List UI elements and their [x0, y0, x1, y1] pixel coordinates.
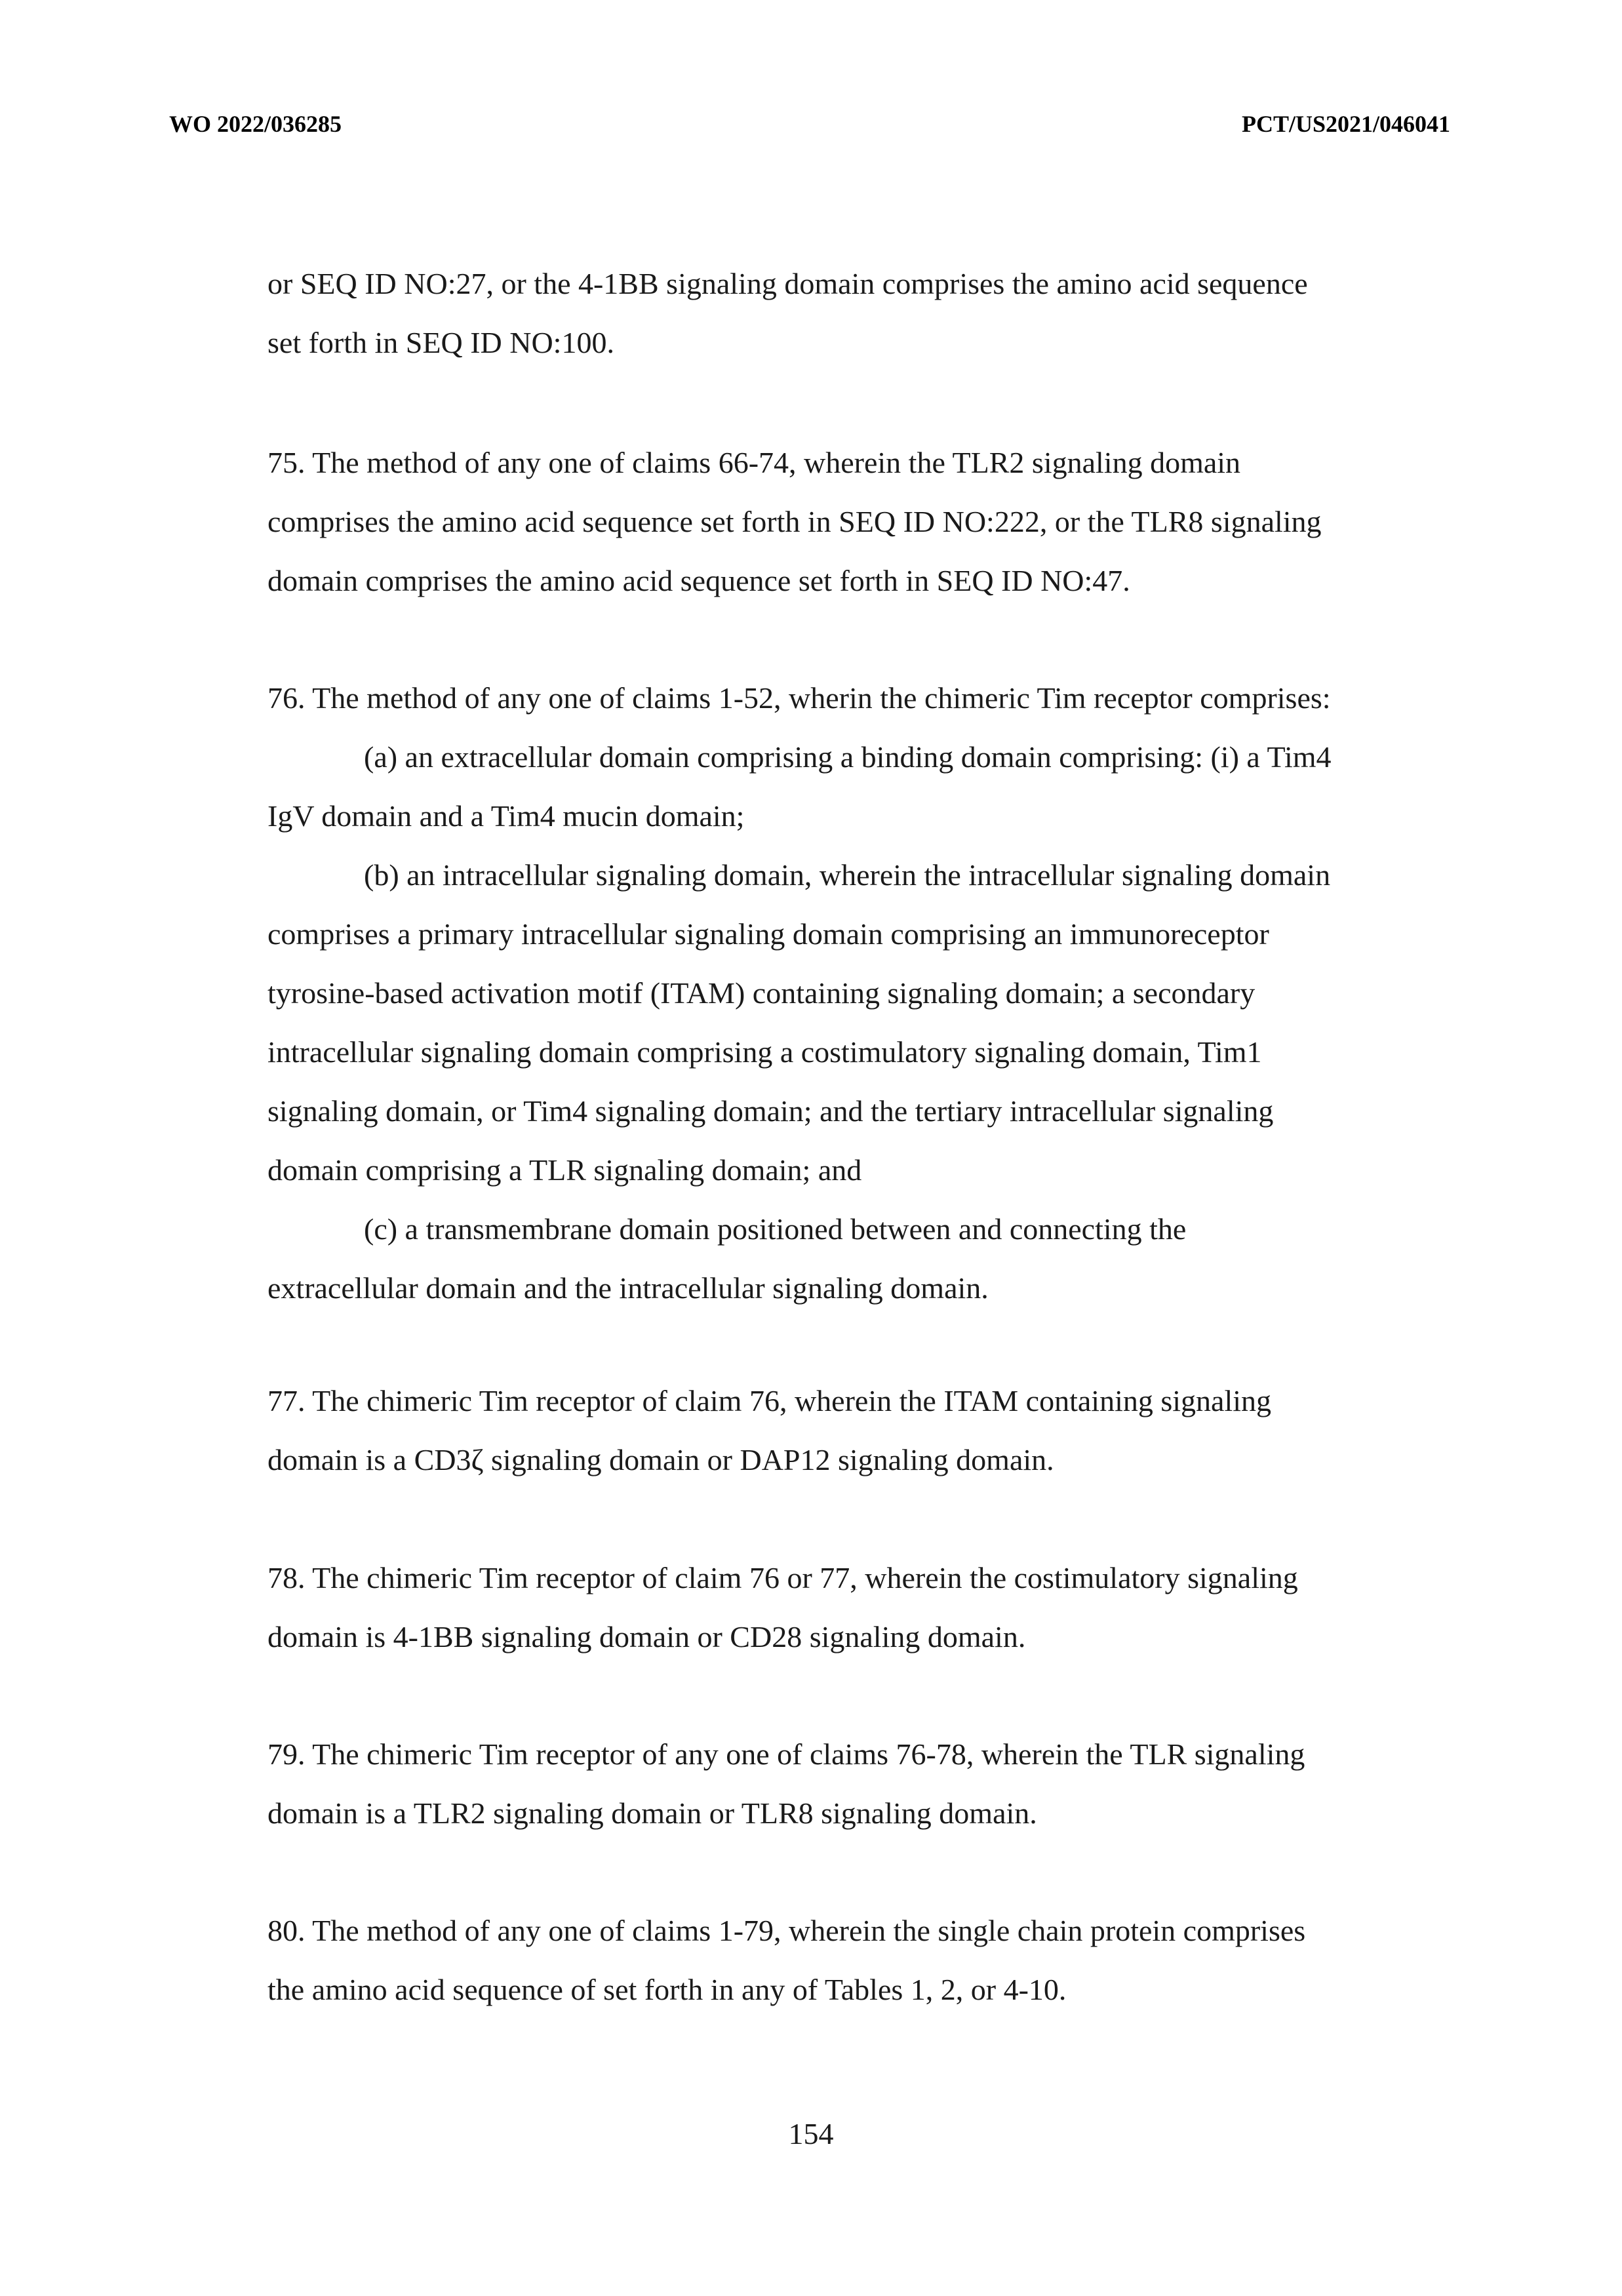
- claim-line: comprises a primary intracellular signaling domain comprising an immunoreceptor: [267, 919, 1269, 949]
- page-number: 154: [0, 2116, 1622, 2151]
- claim-subitem-b: (b) an intracellular signaling domain, wherein the intracellular signaling domain: [364, 860, 1330, 890]
- claim-subitem-c: (c) a transmembrane domain positioned between and connecting the: [364, 1214, 1186, 1244]
- claim-line: 75. The method of any one of claims 66-74, wherein the TLR2 signaling domain: [267, 448, 1240, 478]
- claim-line: extracellular domain and the intracellular signaling domain.: [267, 1273, 989, 1303]
- claim-line: domain comprises the amino acid sequence set forth in SEQ ID NO:47.: [267, 566, 1130, 596]
- claim-line: domain is a TLR2 signaling domain or TLR8 signaling domain.: [267, 1798, 1037, 1829]
- claim-line: comprises the amino acid sequence set forth in SEQ ID NO:222, or the TLR8 signaling: [267, 507, 1322, 537]
- claim-line: domain comprising a TLR signaling domain; and: [267, 1155, 861, 1185]
- patent-page: [0, 0, 1622, 2296]
- claim-line: 78. The chimeric Tim receptor of claim 76 or 77, wherein the costimulatory signaling: [267, 1563, 1298, 1593]
- claim-line: signaling domain, or Tim4 signaling domain; and the tertiary intracellular signaling: [267, 1096, 1273, 1126]
- claim-line: the amino acid sequence of set forth in any of Tables 1, 2, or 4-10.: [267, 1975, 1066, 2005]
- claim-line: 80. The method of any one of claims 1-79, wherein the single chain protein comprises: [267, 1916, 1305, 1946]
- claim-line: 79. The chimeric Tim receptor of any one of claims 76-78, wherein the TLR signaling: [267, 1739, 1305, 1770]
- claim-line: domain is a CD3ζ signaling domain or DAP12 signaling domain.: [267, 1445, 1054, 1475]
- claim-line: IgV domain and a Tim4 mucin domain;: [267, 801, 744, 831]
- claim-subitem-a: (a) an extracellular domain comprising a binding domain comprising: (i) a Tim4: [364, 742, 1332, 772]
- claim-line: or SEQ ID NO:27, or the 4-1BB signaling domain comprises the amino acid sequence: [267, 269, 1308, 299]
- claim-line: 77. The chimeric Tim receptor of claim 76, wherein the ITAM containing signaling: [267, 1386, 1271, 1416]
- publication-number: WO 2022/036285: [169, 110, 342, 138]
- claim-line: intracellular signaling domain comprising a costimulatory signaling domain, Tim1: [267, 1037, 1262, 1067]
- claim-line: domain is 4-1BB signaling domain or CD28 signaling domain.: [267, 1622, 1025, 1652]
- claim-line: 76. The method of any one of claims 1-52, wherin the chimeric Tim receptor comprises:: [267, 683, 1331, 713]
- claim-line: tyrosine-based activation motif (ITAM) containing signaling domain; a secondary: [267, 978, 1255, 1008]
- claim-line: set forth in SEQ ID NO:100.: [267, 328, 614, 358]
- application-number: PCT/US2021/046041: [1242, 110, 1450, 138]
